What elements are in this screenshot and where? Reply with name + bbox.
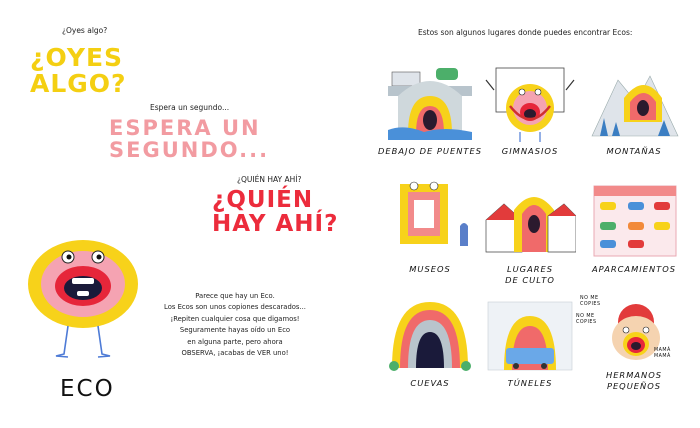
paragraph-line: OBSERVA, ¡acabas de VER uno! (181, 349, 289, 358)
question-2-line-2: SEGUNDO... (109, 138, 270, 163)
speech-note (576, 314, 597, 326)
place-label: DEBAJO DE PUENTES (378, 146, 482, 156)
mountain-eco-icon (588, 62, 680, 144)
place-label: TÚNELES (507, 378, 553, 388)
question-3-line-1: ¿QUIÉN (212, 187, 314, 213)
cave-eco-icon (384, 298, 476, 374)
note-line: NO ME (576, 314, 595, 319)
chapel-eco-icon (484, 180, 576, 262)
speech-note (654, 348, 671, 360)
paragraph-line: Los Ecos son unos copiones descarados... (164, 303, 306, 312)
parking-eco-icon (588, 180, 680, 262)
paragraph-line: en alguna parte, pero ahora (187, 337, 283, 346)
note-line: COPIES (576, 320, 597, 325)
place-label: CUEVAS (410, 378, 450, 388)
question-3-line-2: HAY AHÍ? (212, 211, 339, 238)
place-label: GIMNASIOS (501, 146, 559, 156)
paragraph-line: Seguramente hayas oído un Eco (179, 326, 291, 335)
place-mountains (588, 62, 680, 156)
place-label (579, 370, 689, 392)
place-caves (384, 298, 476, 388)
note-line: NO ME (580, 296, 599, 301)
place-label-line-1: HERMANOS (605, 370, 663, 380)
place-label-line-2: PEQUEÑOS (606, 381, 662, 391)
places-heading: Estos son algunos lugares donde puedes encontrar Ecos: (418, 28, 633, 37)
place-gyms (484, 62, 576, 156)
basketball-hoop-eco-icon (484, 62, 576, 144)
place-museums (384, 180, 476, 274)
question-1-line-2: ALGO? (30, 69, 127, 99)
place-label: MUSEOS (409, 264, 451, 274)
question-1-big (30, 45, 127, 98)
eco-label: ECO (60, 376, 115, 402)
question-3-small: ¿QUIÉN HAY AHÍ? (237, 175, 302, 184)
question-2-small: Espera un segundo... (150, 103, 230, 112)
question-2-line-1: ESPERA UN (109, 116, 261, 140)
place-label-line-2: DE CULTO (505, 275, 555, 285)
question-2-big (109, 117, 269, 161)
place-label: APARCAMIENTOS (591, 264, 677, 274)
place-places-of-worship (484, 180, 576, 285)
bridge-eco-icon (384, 62, 476, 144)
painting-frame-eco-icon (384, 180, 476, 262)
speech-note (580, 296, 601, 308)
place-label: MONTAÑAS (606, 146, 662, 156)
paragraph-line: Parece que hay un Eco. (195, 292, 275, 300)
note-line: MAMÁ (654, 348, 671, 353)
question-1-line-1: ¿OYES (30, 43, 124, 72)
eco-character-illustration (20, 236, 150, 376)
note-line: MAMÁ (654, 354, 671, 359)
place-little-siblings (576, 296, 680, 391)
intro-paragraph (150, 291, 320, 359)
question-3-big (212, 188, 338, 236)
place-tunnels (484, 298, 576, 388)
tunnel-eco-icon (484, 298, 576, 374)
question-1-small: ¿Oyes algo? (62, 26, 108, 35)
place-car-parks (588, 180, 680, 274)
place-under-bridges (378, 62, 482, 156)
paragraph-line: ¡Repiten cualquier cosa que digamos! (170, 314, 300, 323)
right-page (350, 0, 700, 428)
place-label-line-1: LUGARES (506, 264, 554, 274)
note-line: COPIES (580, 302, 601, 307)
place-label (475, 264, 585, 286)
